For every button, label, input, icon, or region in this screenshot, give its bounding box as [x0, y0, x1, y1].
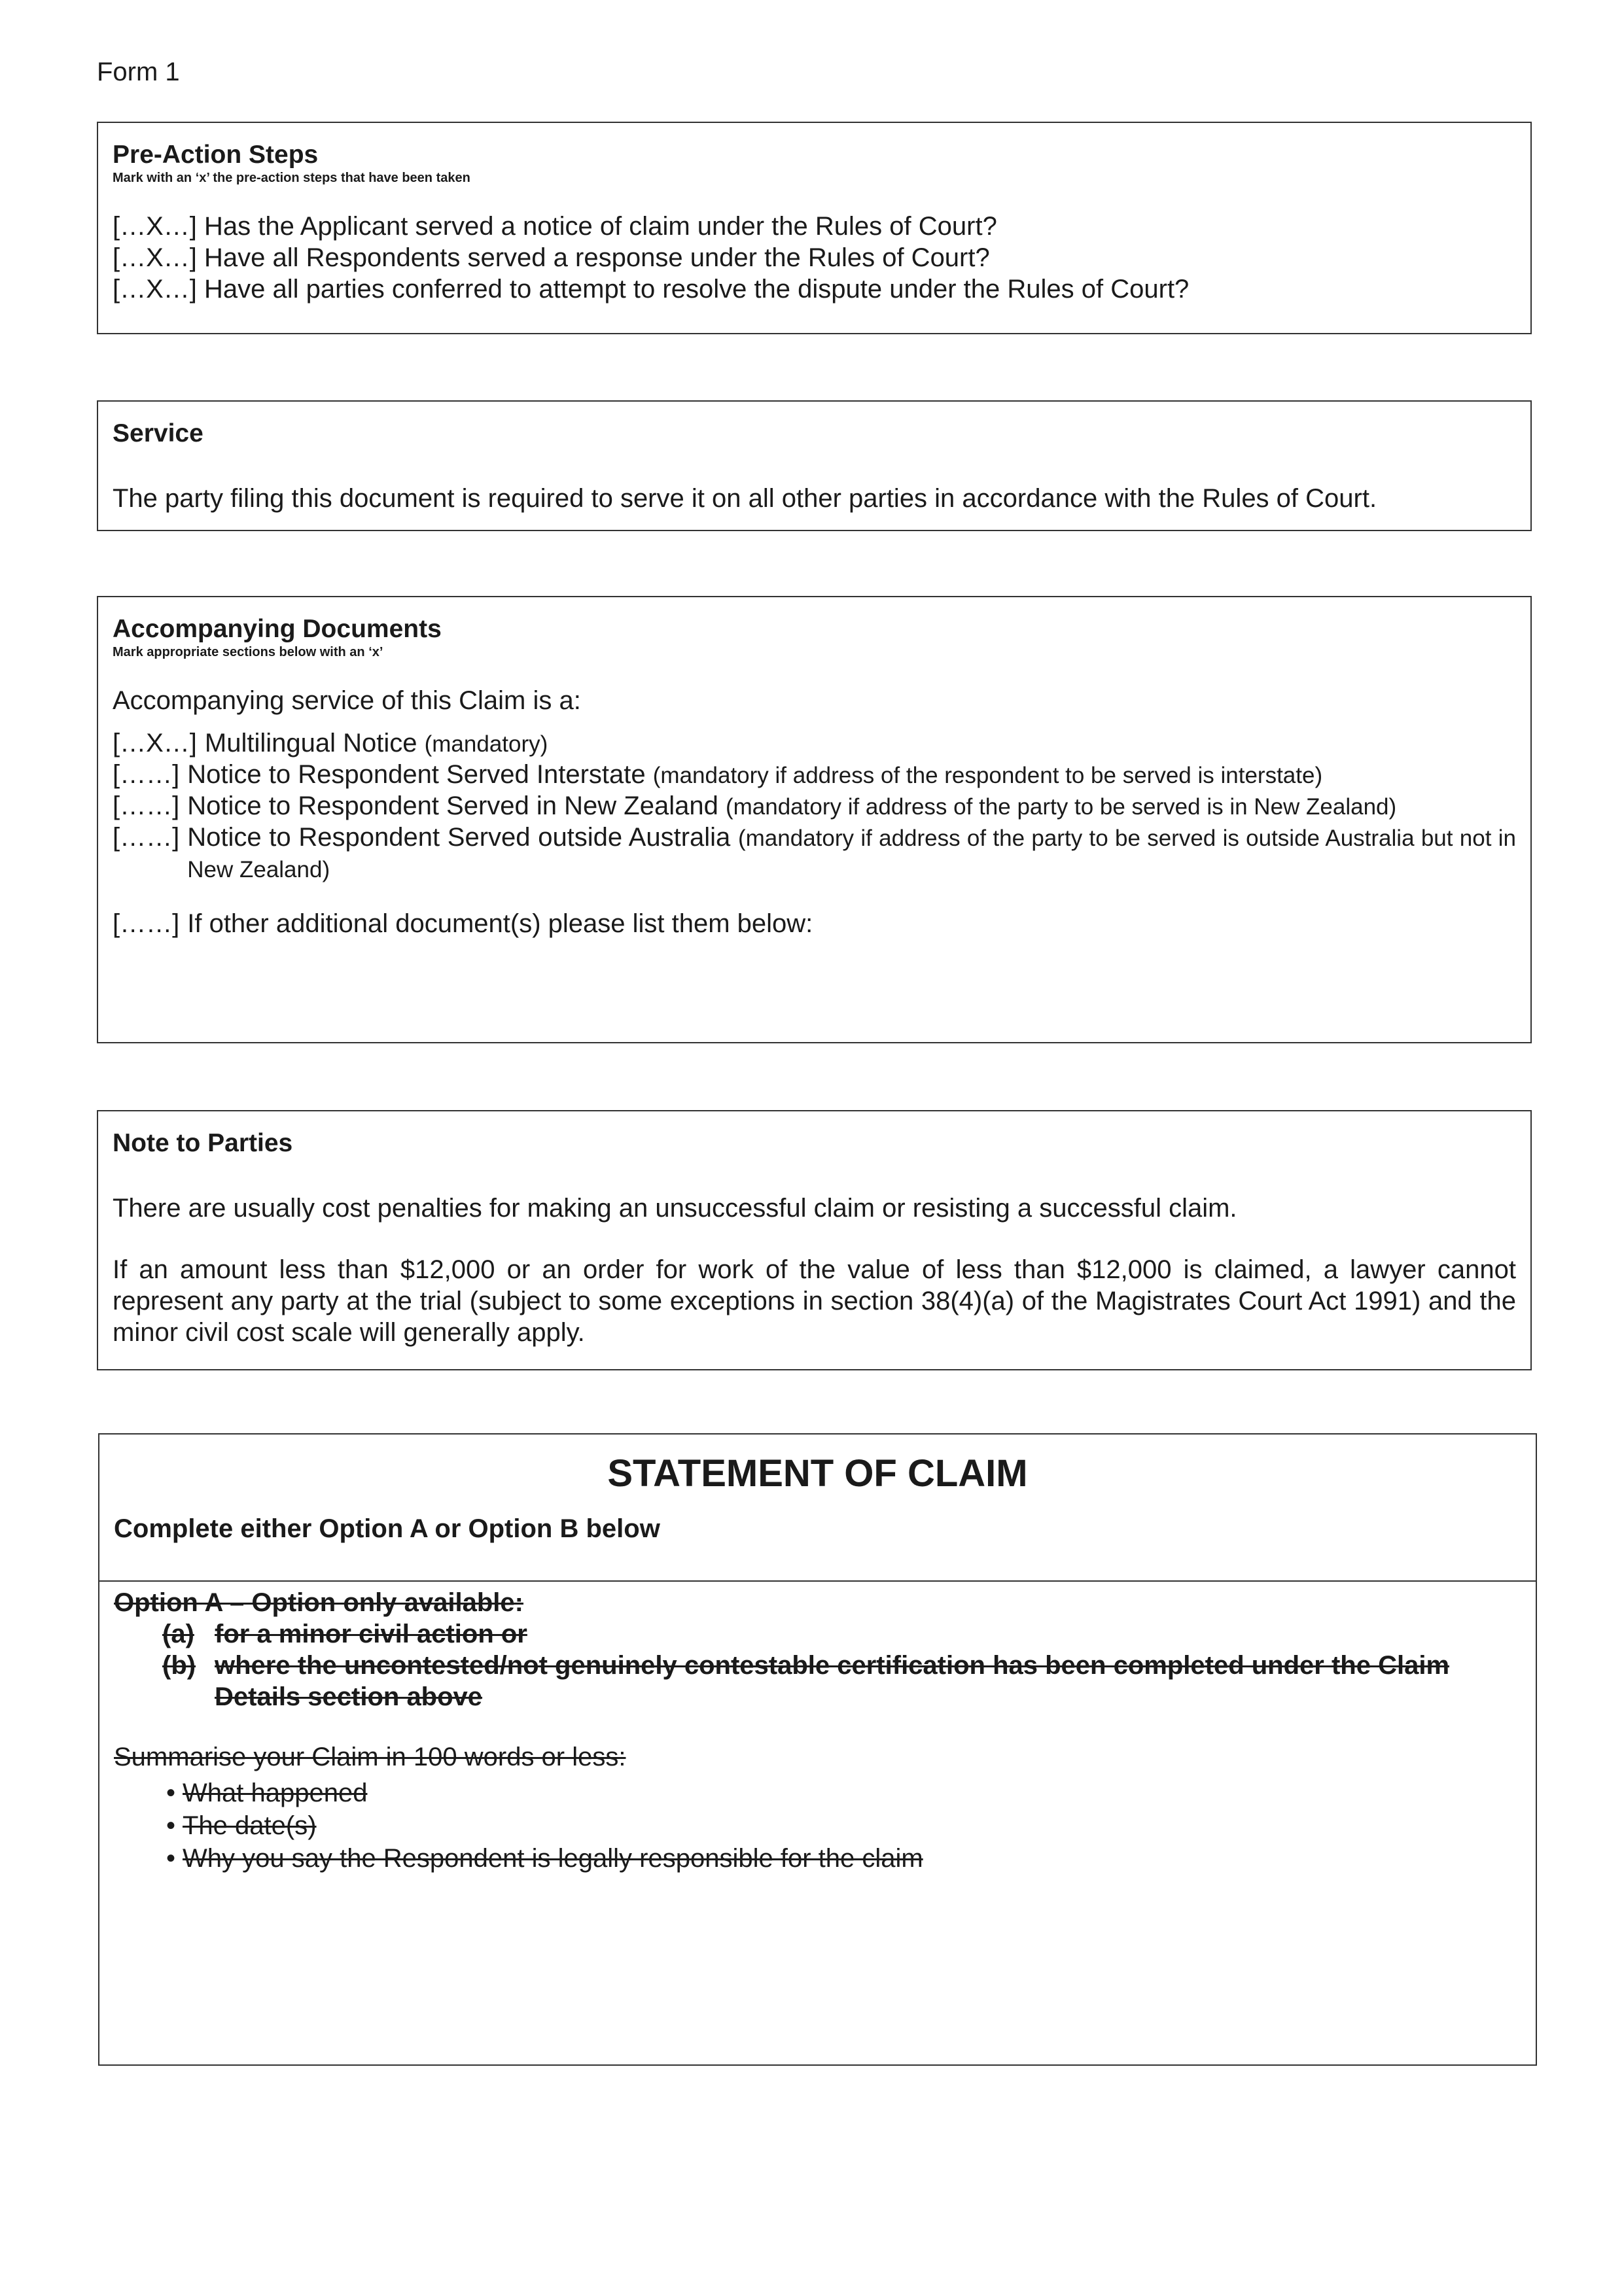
option-a-heading: Option A – Option only available: — [114, 1588, 523, 1617]
note-to-parties-section — [97, 1110, 1532, 1370]
option-a-item — [114, 1650, 1521, 1713]
pre-action-item[interactable] — [113, 242, 1516, 273]
accompanying-item-note: (mandatory if address of the party to be served is outside Australia but not in New Zealand) — [187, 826, 1516, 882]
option-a-item-label: (b) — [162, 1651, 196, 1680]
statement-title: STATEMENT OF CLAIM — [607, 1452, 1028, 1495]
accompanying-item[interactable] — [113, 728, 1516, 759]
checkbox-mark[interactable]: [……] — [113, 823, 180, 852]
note-paragraph: There are usually cost penalties for making an unsuccessful claim or resisting a successful claim. — [113, 1194, 1237, 1223]
accompanying-item-text: Notice to Respondent Served outside Australia — [187, 823, 731, 852]
pre-action-instruction: Mark with an ‘x’ the pre-action steps that have been taken — [113, 171, 470, 185]
checkbox-mark[interactable]: […X…] — [113, 275, 197, 304]
service-text: The party filing this document is required to serve it on all other parties in accordance with the Rules of Court. — [113, 484, 1377, 513]
accompanying-heading: Accompanying Documents — [113, 615, 442, 643]
checkbox-mark[interactable]: [……] — [113, 760, 180, 789]
summary-intro: Summarise your Claim in 100 words or less: — [114, 1743, 626, 1771]
service-heading: Service — [113, 419, 203, 447]
service-section — [97, 400, 1532, 531]
form-number: Form 1 — [97, 58, 180, 86]
option-a-item — [114, 1618, 1521, 1650]
pre-action-item[interactable] — [113, 211, 1516, 242]
pre-action-item-text: Have all parties conferred to attempt to resolve the dispute under the Rules of Court? — [204, 275, 1190, 304]
note-heading: Note to Parties — [113, 1129, 293, 1157]
accompanying-intro: Accompanying service of this Claim is a: — [113, 686, 581, 715]
summary-bullet: • The date(s) — [114, 1809, 1521, 1842]
statement-of-claim-section — [98, 1433, 1537, 2066]
pre-action-item-text: Have all Respondents served a response under the Rules of Court? — [204, 243, 990, 272]
accompanying-item-text: Notice to Respondent Served Interstate — [187, 760, 646, 789]
option-a-item-text: for a minor civil action or — [215, 1620, 527, 1648]
note-paragraph: If an amount less than $12,000 or an order for work of the value of less than $12,000 is claimed, a lawyer cannot represent any party at the trial (subject to some exceptions in section 38(4)(a) of the Magistrates Court Act 1991) and the minor civil cost scale will generally apply. — [113, 1255, 1516, 1347]
checkbox-mark[interactable]: […X…] — [113, 243, 197, 272]
summary-bullet: • What happened — [114, 1777, 1521, 1809]
accompanying-item[interactable] — [113, 759, 1516, 791]
accompanying-item[interactable] — [113, 791, 1516, 822]
statement-subtitle: Complete either Option A or Option B below — [114, 1514, 660, 1543]
accompanying-item-note: (mandatory if address of the respondent to be served is interstate) — [652, 763, 1323, 788]
pre-action-item[interactable] — [113, 273, 1516, 305]
checkbox-mark[interactable]: [……] — [113, 791, 180, 820]
accompanying-other-text: If other additional document(s) please list them below: — [187, 909, 813, 938]
accompanying-item-text: Multilingual Notice — [204, 729, 417, 757]
summary-bullet: • Why you say the Respondent is legally responsible for the claim — [114, 1842, 1521, 1875]
option-a-item-label: (a) — [162, 1620, 194, 1648]
summary-bullet-list — [114, 1777, 1521, 1875]
pre-action-steps-section — [97, 122, 1532, 334]
option-a-item-text: where the uncontested/not genuinely contestable certification has been completed under the Claim Details section above — [215, 1651, 1450, 1711]
pre-action-heading: Pre-Action Steps — [113, 141, 319, 169]
accompanying-item-note: (mandatory) — [424, 731, 548, 757]
pre-action-item-text: Has the Applicant served a notice of claim under the Rules of Court? — [204, 212, 997, 241]
accompanying-instruction: Mark appropriate sections below with an ‘x’ — [113, 645, 383, 659]
checkbox-mark[interactable]: […X…] — [113, 729, 197, 757]
accompanying-documents-section — [97, 596, 1532, 1043]
accompanying-item-note: (mandatory if address of the party to be served is in New Zealand) — [725, 794, 1397, 820]
accompanying-other-item[interactable] — [113, 909, 1516, 939]
accompanying-item-text: Notice to Respondent Served in New Zealand — [187, 791, 718, 820]
accompanying-item[interactable] — [113, 822, 1516, 885]
checkbox-mark[interactable]: [……] — [113, 909, 180, 938]
checkbox-mark[interactable]: […X…] — [113, 212, 197, 241]
